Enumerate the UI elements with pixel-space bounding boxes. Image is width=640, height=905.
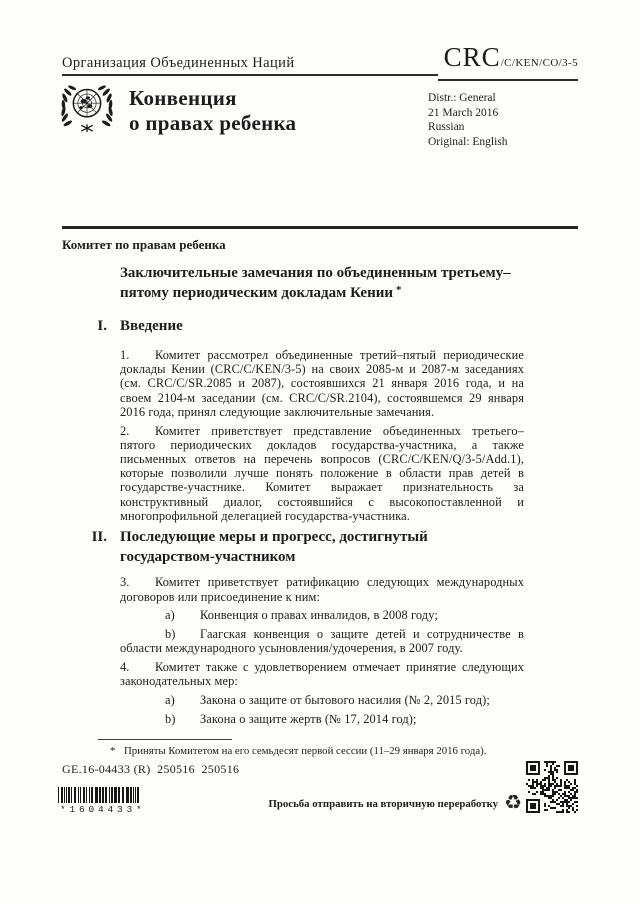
paragraph-4 [120,660,524,688]
paragraph-number: 1. [120,348,130,362]
paragraph-text: Комитет также с удовлетворением отмечает принятие следующих законодательных мер: [120,659,524,689]
un-emblem-icon [58,83,116,133]
paragraph-number: 4. [120,659,130,674]
recycle-notice: Просьба отправить на вторичную переработку [268,798,499,810]
date-line: 21 March 2016 [428,106,499,119]
section-title: Введение [120,318,183,334]
list-item [120,608,524,622]
publication-title-line1: Конвенция [129,86,237,110]
list-item-label: a) [165,692,175,707]
paragraph-1 [120,348,524,419]
document-title-text: Заключительные замечания по объединенным третьему–пятому периодическим докладам Кении [120,265,511,301]
section-divider-rule [62,226,578,229]
section-title: Последующие меры и прогресс, достигнутый государством-участником [120,529,428,566]
list-item-label: a) [165,608,175,623]
section-number: II. [91,529,107,546]
language-line: Russian [428,121,465,134]
doc-symbol [444,42,578,73]
org-name: Организация Объединенных Наций [62,55,295,71]
paragraph-text: Комитет приветствует представление объединенных третьего–пятого периодических докладов государства-участника, а также письменных ответов на перечень вопросов (CRC/C/KEN/Q/3-5/Add.1), которые позволили лучше понять положение в области прав детей в государстве-участнике. Комитет выражает признательность за конструктивный диалог, состоявшийся с высокопоставленной и многопрофильной делегацией государства-участника. [120,423,524,523]
original-language-line: Original: English [428,135,508,148]
list-item-label: b) [165,627,176,642]
footnote [110,745,562,758]
footer-right [268,761,578,813]
distribution-block [428,91,508,149]
footnote-marker: * [110,745,116,757]
list-item [120,693,524,707]
qr-code [526,761,578,813]
list-item-text: Закона о защите от бытового насилия (№ 2, 2015 год); [200,692,490,707]
barcode [58,787,144,803]
list-item [120,712,524,726]
paragraph-number: 2. [120,423,130,438]
paragraph-3 [120,575,524,603]
barcode-text: *1604433* [60,804,146,815]
paragraph-number: 3. [120,575,130,590]
list-item [120,627,524,655]
paragraph-text: Комитет рассмотрел объединенные третий–пятый периодические доклады Кении (CRC/C/KEN/3-5) на своих 2085-м и 2087-м заседаниях (см. CRC/C/SR.2085 и 2087), состоявшихся 21 января 2016 года, и на своем 2104-м заседании (см. CRC/C/SR.2104), состоявшемся 29 января 2016 года, принял следующие заключительные замечания. [120,348,524,419]
section-number: I. [97,318,107,334]
doc-symbol-suffix: /C/KEN/CO/3-5 [500,57,578,69]
masthead-rule-left [62,74,438,76]
footnote-separator [98,739,232,740]
publication-title [129,86,296,135]
recycle-icon: ♻ [504,790,522,814]
publication-title-line2: о правах ребенка [129,110,297,135]
paragraph-2 [120,424,524,523]
committee-name: Комитет по правам ребенка [62,237,226,252]
list-item-text: Закона о защите жертв (№ 17, 2014 год); [200,711,417,726]
list-item-text: Конвенция о правах инвалидов, в 2008 году; [200,608,438,623]
document-title [120,263,538,304]
footnote-text: Приняты Комитетом на его семьдесят первой сессии (11–29 января 2016 года). [124,745,487,757]
document-body [62,237,578,730]
doc-symbol-main: CRC [443,42,501,72]
section-heading-introduction [62,316,578,336]
list-item-text: Гаагская конвенция о защите детей и сотрудничестве в области международного усыновления/удочерения, в 2007 году. [120,627,524,656]
masthead-rule-right [438,79,578,81]
list-item-label: b) [165,711,176,726]
ge-document-number: GE.16-04433 (R) 250516 250516 [62,762,240,776]
paragraph-text: Комитет приветствует ратификацию следующих международных договоров или присоединение к ним: [120,575,524,604]
footnote-marker-ref: * [396,284,402,296]
distr-line: Distr.: General [428,92,496,104]
section-heading-follow-up [62,527,578,567]
